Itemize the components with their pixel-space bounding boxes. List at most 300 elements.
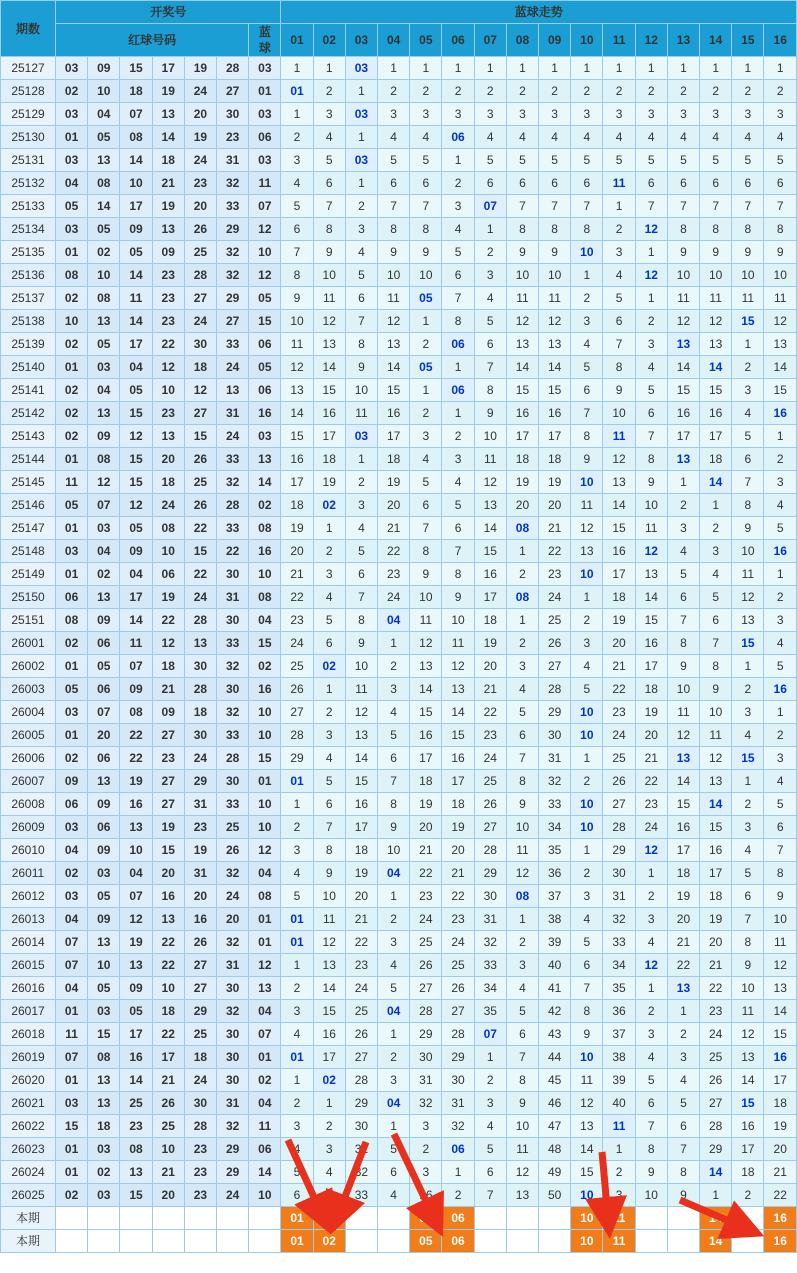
cell-trend: 10 [571, 701, 603, 724]
cell-trend: 4 [506, 678, 538, 701]
cell-red-ball: 24 [217, 356, 249, 379]
cell-blue-ball: 04 [249, 609, 281, 632]
current-period-blank [249, 1207, 281, 1230]
cell-trend: 3 [732, 103, 764, 126]
table-row [1, 839, 797, 862]
cell-trend: 3 [474, 103, 506, 126]
cell-red-ball: 03 [56, 218, 88, 241]
cell-red-ball: 18 [152, 655, 184, 678]
cell-period: 26011 [1, 862, 56, 885]
cell-trend: 38 [603, 1046, 635, 1069]
cell-trend: 28 [281, 724, 313, 747]
cell-trend: 4 [571, 908, 603, 931]
cell-red-ball: 10 [152, 1138, 184, 1161]
cell-blue-ball: 06 [249, 126, 281, 149]
cell-red-ball: 05 [120, 241, 152, 264]
cell-trend: 8 [442, 563, 474, 586]
cell-trend: 3 [345, 494, 377, 517]
cell-red-ball: 32 [217, 471, 249, 494]
cell-red-ball: 26 [184, 218, 216, 241]
cell-blue-ball: 02 [249, 494, 281, 517]
cell-trend: 7 [700, 195, 732, 218]
cell-trend: 3 [442, 103, 474, 126]
cell-red-ball: 22 [152, 333, 184, 356]
cell-trend: 1 [635, 287, 667, 310]
cell-trend: 2 [345, 471, 377, 494]
cell-red-ball: 09 [120, 678, 152, 701]
cell-trend: 17 [410, 747, 442, 770]
cell-trend: 3 [410, 1161, 442, 1184]
cell-red-ball: 31 [217, 954, 249, 977]
cell-red-ball: 22 [184, 563, 216, 586]
cell-trend: 25 [700, 1046, 732, 1069]
current-period-pick-15[interactable] [732, 1207, 764, 1230]
cell-trend: 5 [442, 494, 474, 517]
cell-red-ball: 05 [56, 678, 88, 701]
cell-trend: 12 [635, 264, 667, 287]
cell-trend: 7 [603, 333, 635, 356]
header-trend-col-13: 13 [667, 24, 699, 57]
cell-red-ball: 32 [217, 655, 249, 678]
cell-trend: 10 [635, 1184, 667, 1207]
cell-trend: 02 [313, 1069, 345, 1092]
current-period-pick-15[interactable] [732, 1230, 764, 1253]
cell-red-ball: 13 [88, 1092, 120, 1115]
cell-red-ball: 15 [88, 1023, 120, 1046]
cell-trend: 1 [313, 1092, 345, 1115]
current-period-pick-02[interactable]: 02 [313, 1207, 345, 1230]
cell-blue-ball: 15 [249, 632, 281, 655]
cell-trend: 4 [281, 1138, 313, 1161]
cell-trend: 26 [442, 977, 474, 1000]
current-period-pick-08[interactable] [506, 1207, 538, 1230]
cell-trend: 31 [539, 747, 571, 770]
cell-trend: 19 [764, 1115, 797, 1138]
cell-trend: 10 [700, 701, 732, 724]
cell-trend: 1 [506, 609, 538, 632]
cell-trend: 5 [378, 977, 410, 1000]
cell-red-ball: 30 [184, 1092, 216, 1115]
cell-trend: 2 [378, 1046, 410, 1069]
cell-red-ball: 04 [56, 977, 88, 1000]
cell-red-ball: 13 [152, 218, 184, 241]
cell-red-ball: 32 [217, 264, 249, 287]
cell-trend: 24 [603, 724, 635, 747]
cell-red-ball: 09 [88, 57, 120, 80]
cell-period: 26005 [1, 724, 56, 747]
cell-trend: 13 [281, 379, 313, 402]
cell-trend: 06 [442, 1138, 474, 1161]
cell-trend: 2 [571, 609, 603, 632]
cell-red-ball: 13 [120, 954, 152, 977]
cell-trend: 10 [410, 586, 442, 609]
cell-red-ball: 23 [152, 287, 184, 310]
cell-trend: 22 [378, 540, 410, 563]
cell-trend: 29 [281, 747, 313, 770]
current-period-blank [152, 1230, 184, 1253]
table-row [1, 126, 797, 149]
current-period-pick-07[interactable] [474, 1207, 506, 1230]
cell-trend: 16 [603, 540, 635, 563]
cell-trend: 2 [474, 80, 506, 103]
current-period-pick-12[interactable] [635, 1230, 667, 1253]
cell-red-ball: 12 [152, 356, 184, 379]
cell-red-ball: 03 [56, 701, 88, 724]
cell-red-ball: 23 [217, 126, 249, 149]
cell-red-ball: 09 [152, 701, 184, 724]
cell-trend: 33 [474, 954, 506, 977]
current-period-pick-08[interactable] [506, 1230, 538, 1253]
cell-trend: 13 [313, 954, 345, 977]
cell-trend: 4 [635, 356, 667, 379]
cell-trend: 32 [603, 908, 635, 931]
cell-trend: 8 [410, 540, 442, 563]
current-period-pick-13[interactable] [667, 1207, 699, 1230]
cell-red-ball: 24 [217, 1184, 249, 1207]
cell-trend: 8 [732, 218, 764, 241]
current-period-pick-10[interactable]: 10 [571, 1230, 603, 1253]
cell-red-ball: 31 [217, 1092, 249, 1115]
cell-trend: 2 [442, 172, 474, 195]
cell-red-ball: 15 [120, 1184, 152, 1207]
current-period-pick-05[interactable]: 05 [410, 1207, 442, 1230]
cell-red-ball: 21 [152, 1069, 184, 1092]
cell-red-ball: 06 [88, 816, 120, 839]
table-row [1, 885, 797, 908]
cell-red-ball: 16 [120, 1046, 152, 1069]
cell-trend: 20 [281, 540, 313, 563]
cell-red-ball: 14 [88, 195, 120, 218]
cell-red-ball: 23 [152, 264, 184, 287]
cell-trend: 10 [667, 264, 699, 287]
cell-trend: 8 [313, 218, 345, 241]
cell-red-ball: 02 [56, 632, 88, 655]
cell-trend: 3 [313, 563, 345, 586]
cell-red-ball: 27 [152, 770, 184, 793]
cell-trend: 14 [410, 678, 442, 701]
current-period-pick-06[interactable]: 06 [442, 1207, 474, 1230]
cell-red-ball: 32 [217, 1000, 249, 1023]
cell-trend: 24 [474, 747, 506, 770]
cell-trend: 2 [345, 195, 377, 218]
cell-red-ball: 03 [88, 1000, 120, 1023]
cell-trend: 11 [506, 839, 538, 862]
current-period-blank [249, 1230, 281, 1253]
cell-red-ball: 19 [152, 586, 184, 609]
cell-trend: 2 [281, 816, 313, 839]
cell-trend: 6 [667, 586, 699, 609]
cell-red-ball: 10 [88, 264, 120, 287]
table-row [1, 172, 797, 195]
cell-trend: 30 [539, 724, 571, 747]
cell-trend: 16 [764, 402, 797, 425]
table-row [1, 908, 797, 931]
cell-trend: 5 [764, 149, 797, 172]
cell-trend: 8 [571, 425, 603, 448]
cell-trend: 4 [378, 1184, 410, 1207]
cell-trend: 9 [700, 241, 732, 264]
current-period-pick-01[interactable]: 01 [281, 1207, 313, 1230]
cell-trend: 5 [700, 586, 732, 609]
cell-red-ball: 19 [184, 839, 216, 862]
cell-trend: 24 [635, 816, 667, 839]
cell-red-ball: 03 [56, 885, 88, 908]
cell-trend: 04 [378, 1092, 410, 1115]
cell-trend: 23 [345, 954, 377, 977]
cell-red-ball: 09 [120, 218, 152, 241]
cell-period: 26019 [1, 1046, 56, 1069]
cell-trend: 50 [539, 1184, 571, 1207]
current-period-pick-10[interactable]: 10 [571, 1207, 603, 1230]
cell-red-ball: 29 [217, 218, 249, 241]
cell-trend: 11 [700, 724, 732, 747]
cell-trend: 40 [603, 1092, 635, 1115]
cell-red-ball: 10 [120, 172, 152, 195]
cell-red-ball: 12 [120, 425, 152, 448]
current-period-pick-03[interactable] [345, 1207, 377, 1230]
cell-period: 25141 [1, 379, 56, 402]
cell-period: 26016 [1, 977, 56, 1000]
cell-trend: 15 [474, 540, 506, 563]
cell-trend: 12 [635, 839, 667, 862]
cell-trend: 4 [667, 126, 699, 149]
cell-trend: 14 [603, 494, 635, 517]
cell-trend: 6 [313, 172, 345, 195]
cell-trend: 7 [345, 586, 377, 609]
cell-trend: 1 [571, 586, 603, 609]
current-period-pick-14[interactable]: 14 [700, 1230, 732, 1253]
cell-trend: 1 [603, 57, 635, 80]
cell-trend: 5 [732, 149, 764, 172]
cell-trend: 5 [378, 1138, 410, 1161]
current-period-pick-03[interactable] [345, 1230, 377, 1253]
header-trend-col-11: 11 [603, 24, 635, 57]
cell-red-ball: 09 [88, 908, 120, 931]
cell-trend: 10 [571, 1046, 603, 1069]
cell-trend: 7 [313, 195, 345, 218]
cell-red-ball: 07 [56, 954, 88, 977]
cell-trend: 21 [667, 931, 699, 954]
cell-trend: 17 [700, 425, 732, 448]
cell-trend: 19 [635, 701, 667, 724]
current-period-pick-04[interactable] [378, 1230, 410, 1253]
cell-red-ball: 02 [56, 425, 88, 448]
cell-red-ball: 20 [152, 1184, 184, 1207]
cell-trend: 25 [410, 931, 442, 954]
cell-trend: 11 [281, 333, 313, 356]
cell-period: 25139 [1, 333, 56, 356]
cell-trend: 9 [635, 1161, 667, 1184]
cell-trend: 12 [539, 310, 571, 333]
cell-trend: 13 [732, 609, 764, 632]
cell-trend: 11 [667, 701, 699, 724]
current-period-row [1, 1230, 797, 1253]
cell-blue-ball: 15 [249, 310, 281, 333]
cell-trend: 2 [281, 977, 313, 1000]
cell-red-ball: 26 [184, 448, 216, 471]
cell-trend: 08 [506, 586, 538, 609]
cell-blue-ball: 13 [249, 977, 281, 1000]
cell-trend: 26 [700, 1069, 732, 1092]
cell-trend: 13 [635, 563, 667, 586]
cell-trend: 05 [410, 287, 442, 310]
cell-trend: 22 [700, 977, 732, 1000]
cell-trend: 3 [378, 103, 410, 126]
current-period-pick-05[interactable]: 05 [410, 1230, 442, 1253]
cell-trend: 19 [603, 609, 635, 632]
current-period-blank [88, 1207, 120, 1230]
cell-trend: 7 [378, 195, 410, 218]
cell-trend: 4 [732, 402, 764, 425]
cell-red-ball: 08 [152, 517, 184, 540]
header-blue-group: 蓝 球 [249, 24, 281, 57]
cell-trend: 44 [539, 1046, 571, 1069]
header-draw-group: 开奖号 [56, 1, 281, 24]
cell-trend: 1 [667, 1000, 699, 1023]
table-row [1, 770, 797, 793]
header-period: 期数 [1, 1, 56, 57]
cell-trend: 22 [667, 954, 699, 977]
cell-red-ball: 24 [217, 425, 249, 448]
cell-trend: 31 [474, 908, 506, 931]
cell-trend: 2 [700, 517, 732, 540]
cell-trend: 13 [732, 1046, 764, 1069]
table-row [1, 816, 797, 839]
table-row [1, 1161, 797, 1184]
cell-red-ball: 25 [217, 816, 249, 839]
cell-red-ball: 30 [184, 724, 216, 747]
cell-trend: 2 [732, 356, 764, 379]
cell-red-ball: 24 [184, 1069, 216, 1092]
cell-trend: 3 [764, 609, 797, 632]
current-period-pick-02[interactable]: 02 [313, 1230, 345, 1253]
cell-trend: 15 [571, 1161, 603, 1184]
current-period-blank [152, 1207, 184, 1230]
cell-trend: 19 [313, 471, 345, 494]
current-period-blank [184, 1207, 216, 1230]
cell-red-ball: 09 [56, 770, 88, 793]
current-period-pick-16[interactable]: 16 [764, 1230, 797, 1253]
cell-red-ball: 27 [184, 402, 216, 425]
cell-trend: 7 [635, 425, 667, 448]
cell-trend: 7 [474, 356, 506, 379]
table-row [1, 954, 797, 977]
cell-trend: 20 [700, 931, 732, 954]
current-period-pick-09[interactable] [539, 1207, 571, 1230]
cell-trend: 22 [635, 770, 667, 793]
cell-trend: 5 [410, 149, 442, 172]
cell-trend: 15 [667, 379, 699, 402]
cell-trend: 13 [539, 333, 571, 356]
cell-trend: 8 [378, 218, 410, 241]
cell-trend: 1 [442, 149, 474, 172]
current-period-pick-09[interactable] [539, 1230, 571, 1253]
cell-red-ball: 13 [120, 816, 152, 839]
cell-trend: 1 [442, 1161, 474, 1184]
cell-period: 25150 [1, 586, 56, 609]
cell-trend: 4 [442, 218, 474, 241]
cell-red-ball: 22 [152, 1023, 184, 1046]
cell-trend: 3 [378, 678, 410, 701]
cell-red-ball: 27 [217, 310, 249, 333]
cell-trend: 12 [667, 310, 699, 333]
cell-trend: 37 [539, 885, 571, 908]
cell-trend: 12 [700, 747, 732, 770]
cell-trend: 20 [635, 724, 667, 747]
cell-red-ball: 12 [120, 908, 152, 931]
cell-trend: 3 [635, 908, 667, 931]
cell-trend: 1 [313, 517, 345, 540]
cell-trend: 3 [313, 103, 345, 126]
cell-red-ball: 27 [184, 954, 216, 977]
cell-trend: 42 [539, 1000, 571, 1023]
cell-trend: 1 [345, 448, 377, 471]
cell-trend: 10 [506, 816, 538, 839]
current-period-pick-01[interactable]: 01 [281, 1230, 313, 1253]
cell-period: 26003 [1, 678, 56, 701]
cell-trend: 4 [474, 1115, 506, 1138]
cell-red-ball: 09 [88, 839, 120, 862]
cell-blue-ball: 15 [249, 747, 281, 770]
cell-trend: 5 [764, 517, 797, 540]
cell-period: 25140 [1, 356, 56, 379]
cell-trend: 5 [281, 1161, 313, 1184]
current-period-pick-07[interactable] [474, 1230, 506, 1253]
current-period-pick-16[interactable]: 16 [764, 1207, 797, 1230]
cell-trend: 6 [281, 218, 313, 241]
cell-trend: 6 [442, 264, 474, 287]
current-period-pick-13[interactable] [667, 1230, 699, 1253]
cell-trend: 9 [313, 241, 345, 264]
cell-trend: 15 [732, 1092, 764, 1115]
cell-red-ball: 19 [120, 931, 152, 954]
cell-blue-ball: 05 [249, 287, 281, 310]
current-period-pick-12[interactable] [635, 1207, 667, 1230]
cell-red-ball: 01 [56, 1000, 88, 1023]
table-row [1, 287, 797, 310]
cell-trend: 11 [378, 287, 410, 310]
cell-blue-ball: 14 [249, 1161, 281, 1184]
current-period-pick-06[interactable]: 06 [442, 1230, 474, 1253]
cell-trend: 10 [410, 264, 442, 287]
current-period-pick-04[interactable] [378, 1207, 410, 1230]
cell-trend: 2 [313, 540, 345, 563]
cell-trend: 21 [474, 678, 506, 701]
cell-trend: 5 [506, 701, 538, 724]
header-trend-col-07: 07 [474, 24, 506, 57]
cell-red-ball: 28 [184, 1115, 216, 1138]
current-period-pick-11[interactable]: 11 [603, 1230, 635, 1253]
cell-trend: 16 [281, 448, 313, 471]
cell-trend: 3 [281, 1115, 313, 1138]
current-period-pick-11[interactable]: 11 [603, 1207, 635, 1230]
cell-trend: 16 [506, 402, 538, 425]
cell-trend: 3 [603, 1184, 635, 1207]
cell-trend: 2 [442, 1184, 474, 1207]
cell-trend: 1 [410, 310, 442, 333]
cell-red-ball: 12 [184, 379, 216, 402]
cell-trend: 9 [571, 448, 603, 471]
cell-trend: 4 [571, 655, 603, 678]
current-period-pick-14[interactable]: 14 [700, 1207, 732, 1230]
cell-trend: 29 [539, 701, 571, 724]
cell-red-ball: 17 [120, 333, 152, 356]
cell-trend: 3 [667, 517, 699, 540]
cell-trend: 3 [667, 1046, 699, 1069]
cell-trend: 3 [378, 1069, 410, 1092]
cell-trend: 7 [667, 609, 699, 632]
cell-trend: 3 [603, 103, 635, 126]
